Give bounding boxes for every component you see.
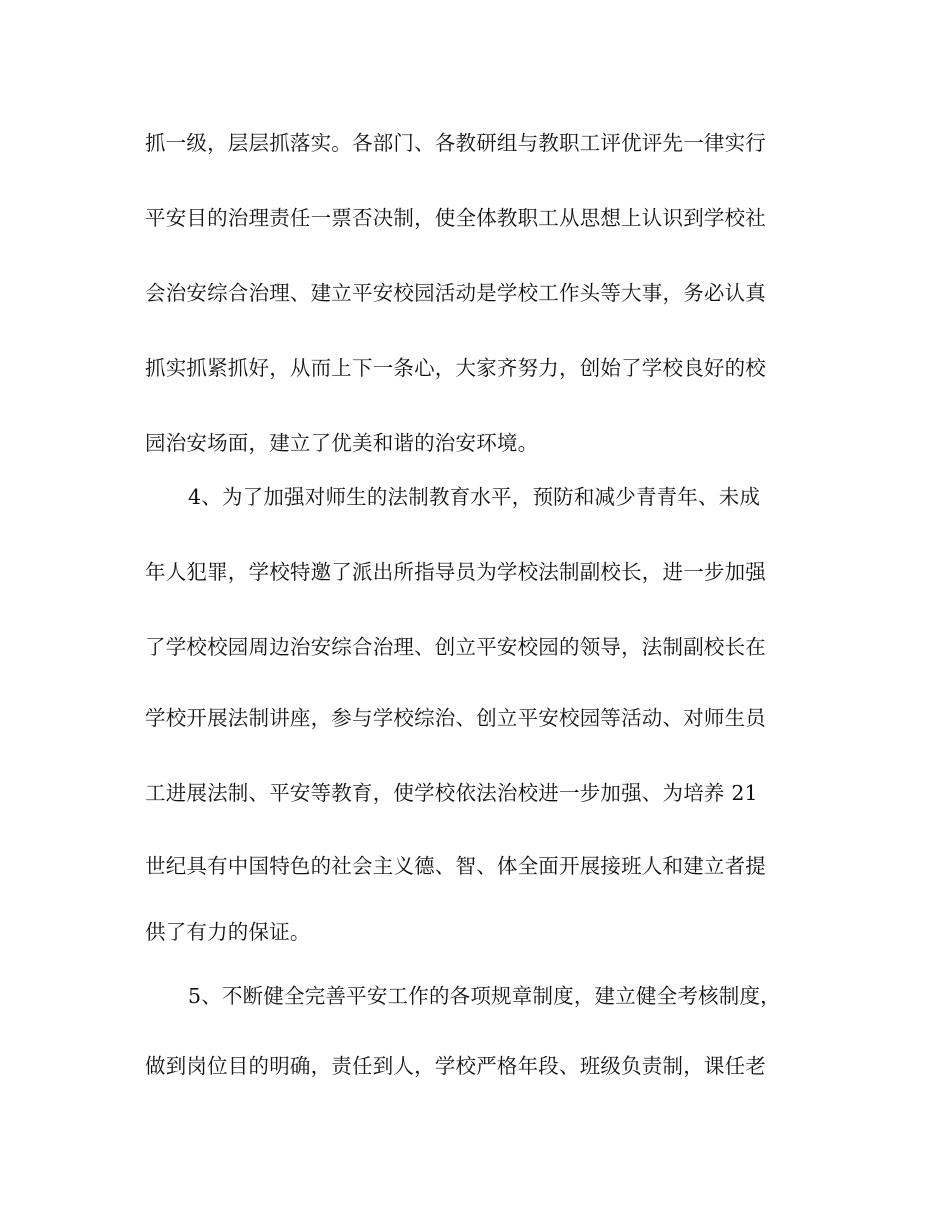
paragraph-5-start: 5、不断健全完善平安工作的各项规章制度，建立健全考核制度，: [188, 984, 781, 1008]
text-line: 抓一级，层层抓落实。各部门、各教研组与教职工评优评先一律实行: [145, 131, 766, 155]
text-line: 年人犯罪，学校特邀了派出所指导员为学校法制副校长，进一步加强: [145, 560, 766, 584]
text-line: 园治安场面，建立了优美和谐的治安环境。: [145, 431, 539, 455]
text-line: 工进展法制、平安等教育，使学校依法治校进一步加强、为培养 21: [145, 781, 758, 805]
text-line: 做到岗位目的明确，责任到人，学校严格年段、班级负责制，课任老: [145, 1054, 766, 1078]
text-line: 会治安综合治理、建立平安校园活动是学校工作头等大事，务必认真: [145, 281, 766, 305]
text-line: 世纪具有中国特色的社会主义德、智、体全面开展接班人和建立者提: [145, 854, 766, 878]
text-line: 了学校校园周边治安综合治理、创立平安校园的领导，法制副校长在: [145, 635, 766, 659]
paragraph-4-start: 4、为了加强对师生的法制教育水平，预防和减少青青年、未成: [188, 485, 761, 509]
text-line: 抓实抓紧抓好，从而上下一条心，大家齐努力，创始了学校良好的校: [145, 356, 766, 380]
text-line: 学校开展法制讲座，参与学校综治、创立平安校园等活动、对师生员: [145, 706, 766, 730]
text-line: 平安目的治理责任一票否决制，使全体教职工从思想上认识到学校社: [145, 206, 766, 230]
text-line: 供了有力的保证。: [145, 920, 311, 944]
